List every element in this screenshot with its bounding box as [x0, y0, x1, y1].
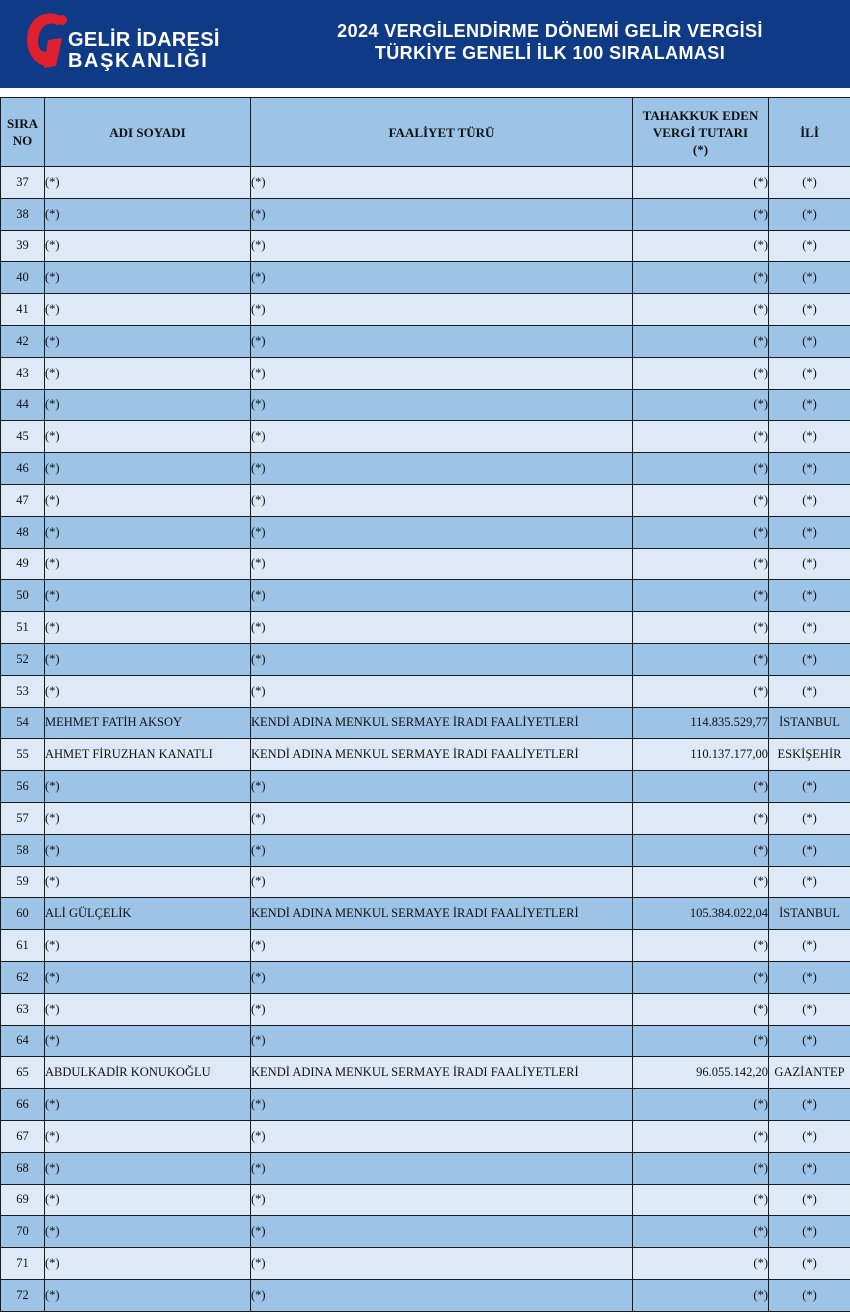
table-row: [1, 739, 850, 771]
cell-no: 64: [1, 1025, 45, 1057]
col-header-tax-line2: VERGİ TUTARI: [652, 124, 749, 140]
cell-activity: (*): [251, 230, 633, 262]
cell-tax: (*): [633, 1279, 769, 1311]
cell-name: (*): [45, 453, 251, 485]
cell-tax: (*): [633, 1248, 769, 1280]
cell-city: (*): [769, 357, 850, 389]
cell-tax: (*): [633, 1025, 769, 1057]
cell-no: 67: [1, 1120, 45, 1152]
cell-city: (*): [769, 1089, 850, 1121]
cell-city: (*): [769, 389, 850, 421]
cell-tax: (*): [633, 230, 769, 262]
table-row: [1, 294, 850, 326]
cell-activity: (*): [251, 866, 633, 898]
cell-no: 62: [1, 961, 45, 993]
cell-no: 70: [1, 1216, 45, 1248]
cell-name: (*): [45, 230, 251, 262]
cell-activity: (*): [251, 1025, 633, 1057]
table-row: [1, 167, 850, 199]
cell-tax: (*): [633, 1152, 769, 1184]
cell-no: 39: [1, 230, 45, 262]
cell-activity: (*): [251, 802, 633, 834]
cell-city: (*): [769, 484, 850, 516]
cell-name: (*): [45, 643, 251, 675]
cell-city: (*): [769, 421, 850, 453]
cell-name: (*): [45, 834, 251, 866]
table-row: [1, 357, 850, 389]
cell-city: (*): [769, 961, 850, 993]
table-row: [1, 1057, 850, 1089]
table-row: [1, 1089, 850, 1121]
cell-tax: (*): [633, 802, 769, 834]
col-header-no: [1, 98, 45, 167]
cell-activity: (*): [251, 1152, 633, 1184]
cell-activity: (*): [251, 1248, 633, 1280]
table-row: [1, 612, 850, 644]
cell-no: 54: [1, 707, 45, 739]
cell-no: 53: [1, 675, 45, 707]
cell-city: (*): [769, 262, 850, 294]
cell-no: 50: [1, 580, 45, 612]
cell-no: 60: [1, 898, 45, 930]
cell-activity: (*): [251, 389, 633, 421]
cell-tax: (*): [633, 612, 769, 644]
ranking-table: [0, 97, 850, 1312]
cell-name: (*): [45, 198, 251, 230]
cell-tax: (*): [633, 834, 769, 866]
cell-no: 52: [1, 643, 45, 675]
table-row: [1, 643, 850, 675]
table-row: [1, 516, 850, 548]
cell-name: (*): [45, 1279, 251, 1311]
table-row: [1, 548, 850, 580]
cell-name: MEHMET FATİH AKSOY: [45, 707, 251, 739]
table-header-row: [1, 98, 850, 167]
cell-activity: (*): [251, 516, 633, 548]
cell-tax: (*): [633, 1089, 769, 1121]
cell-no: 40: [1, 262, 45, 294]
cell-name: (*): [45, 167, 251, 199]
table-row: [1, 834, 850, 866]
cell-tax: (*): [633, 357, 769, 389]
cell-name: (*): [45, 484, 251, 516]
cell-activity: (*): [251, 262, 633, 294]
cell-city: (*): [769, 612, 850, 644]
table-row: [1, 1025, 850, 1057]
cell-city: (*): [769, 230, 850, 262]
cell-name: (*): [45, 802, 251, 834]
cell-no: 49: [1, 548, 45, 580]
col-header-tax: [633, 98, 769, 167]
cell-activity: (*): [251, 993, 633, 1025]
table-row: [1, 389, 850, 421]
cell-city: İSTANBUL: [769, 898, 850, 930]
cell-tax: 110.137.177,00: [633, 739, 769, 771]
cell-tax: (*): [633, 993, 769, 1025]
table-row: [1, 771, 850, 803]
cell-name: (*): [45, 930, 251, 962]
cell-activity: (*): [251, 834, 633, 866]
cell-tax: 105.384.022,04: [633, 898, 769, 930]
col-header-activity: FAALİYET TÜRÜ: [251, 98, 633, 167]
cell-no: 57: [1, 802, 45, 834]
cell-tax: (*): [633, 325, 769, 357]
cell-activity: (*): [251, 1216, 633, 1248]
cell-activity: (*): [251, 643, 633, 675]
table-row: [1, 262, 850, 294]
cell-name: (*): [45, 771, 251, 803]
cell-city: (*): [769, 198, 850, 230]
cell-city: (*): [769, 294, 850, 326]
cell-no: 66: [1, 1089, 45, 1121]
cell-activity: KENDİ ADINA MENKUL SERMAYE İRADI FAALİYETLERİ: [251, 1057, 633, 1089]
cell-activity: (*): [251, 198, 633, 230]
cell-activity: (*): [251, 771, 633, 803]
cell-no: 42: [1, 325, 45, 357]
col-header-no-line1: SIRA: [6, 116, 39, 131]
cell-city: (*): [769, 834, 850, 866]
cell-city: (*): [769, 930, 850, 962]
cell-tax: (*): [633, 930, 769, 962]
table-row: [1, 993, 850, 1025]
cell-city: (*): [769, 1025, 850, 1057]
cell-no: 65: [1, 1057, 45, 1089]
cell-name: (*): [45, 1184, 251, 1216]
cell-no: 55: [1, 739, 45, 771]
cell-city: (*): [769, 1216, 850, 1248]
cell-no: 43: [1, 357, 45, 389]
cell-city: (*): [769, 1184, 850, 1216]
cell-activity: (*): [251, 1120, 633, 1152]
cell-tax: (*): [633, 262, 769, 294]
col-header-no-line2: NO: [12, 133, 33, 148]
cell-tax: (*): [633, 453, 769, 485]
table-row: [1, 930, 850, 962]
cell-no: 48: [1, 516, 45, 548]
table-row: [1, 421, 850, 453]
cell-no: 37: [1, 167, 45, 199]
cell-activity: (*): [251, 930, 633, 962]
table-row: [1, 1216, 850, 1248]
cell-tax: (*): [633, 421, 769, 453]
table-row: [1, 898, 850, 930]
cell-tax: (*): [633, 580, 769, 612]
cell-city: (*): [769, 866, 850, 898]
table-row: [1, 802, 850, 834]
cell-name: (*): [45, 580, 251, 612]
cell-city: GAZİANTEP: [769, 1057, 850, 1089]
cell-name: (*): [45, 866, 251, 898]
cell-no: 71: [1, 1248, 45, 1280]
cell-city: (*): [769, 1279, 850, 1311]
cell-tax: 96.055.142,20: [633, 1057, 769, 1089]
cell-city: (*): [769, 802, 850, 834]
cell-name: (*): [45, 325, 251, 357]
cell-activity: (*): [251, 294, 633, 326]
cell-name: (*): [45, 961, 251, 993]
cell-no: 58: [1, 834, 45, 866]
cell-tax: (*): [633, 643, 769, 675]
table-row: [1, 580, 850, 612]
title-line1: 2024 VERGİLENDİRME DÖNEMİ GELİR VERGİSİ: [337, 21, 763, 41]
cell-name: (*): [45, 262, 251, 294]
table-row: [1, 707, 850, 739]
cell-no: 56: [1, 771, 45, 803]
col-header-name: ADI SOYADI: [45, 98, 251, 167]
cell-name: (*): [45, 993, 251, 1025]
table-row: [1, 1152, 850, 1184]
cell-no: 46: [1, 453, 45, 485]
title-line2: TÜRKİYE GENELİ İLK 100 SIRALAMASI: [374, 43, 726, 63]
cell-activity: (*): [251, 325, 633, 357]
cell-city: (*): [769, 1152, 850, 1184]
cell-activity: (*): [251, 1184, 633, 1216]
table-row: [1, 230, 850, 262]
cell-name: AHMET FİRUZHAN KANATLI: [45, 739, 251, 771]
cell-name: (*): [45, 1152, 251, 1184]
cell-city: (*): [769, 548, 850, 580]
cell-city: (*): [769, 580, 850, 612]
table-row: [1, 1120, 850, 1152]
cell-no: 61: [1, 930, 45, 962]
table-row: [1, 1279, 850, 1311]
cell-activity: (*): [251, 580, 633, 612]
cell-activity: KENDİ ADINA MENKUL SERMAYE İRADI FAALİYETLERİ: [251, 898, 633, 930]
cell-no: 68: [1, 1152, 45, 1184]
cell-city: (*): [769, 643, 850, 675]
cell-tax: (*): [633, 771, 769, 803]
page-header: [0, 0, 850, 88]
cell-activity: (*): [251, 675, 633, 707]
cell-activity: (*): [251, 1279, 633, 1311]
cell-name: ALİ GÜLÇELİK: [45, 898, 251, 930]
cell-tax: (*): [633, 198, 769, 230]
cell-tax: (*): [633, 961, 769, 993]
table-body: [1, 167, 850, 1312]
cell-city: ESKİŞEHİR: [769, 739, 850, 771]
cell-city: (*): [769, 453, 850, 485]
cell-city: (*): [769, 771, 850, 803]
cell-name: (*): [45, 675, 251, 707]
cell-city: (*): [769, 516, 850, 548]
page-title: [250, 20, 850, 64]
cell-city: (*): [769, 675, 850, 707]
logo-line2: BAŞKANLIĞI: [68, 50, 209, 72]
cell-tax: (*): [633, 389, 769, 421]
cell-name: (*): [45, 1089, 251, 1121]
cell-tax: (*): [633, 866, 769, 898]
cell-city: (*): [769, 993, 850, 1025]
table-row: [1, 961, 850, 993]
cell-name: (*): [45, 294, 251, 326]
cell-city: İSTANBUL: [769, 707, 850, 739]
table-row: [1, 453, 850, 485]
cell-no: 51: [1, 612, 45, 644]
cell-activity: (*): [251, 357, 633, 389]
col-header-tax-line1: TAHAKKUK EDEN: [642, 107, 759, 123]
logo: [22, 8, 222, 76]
cell-tax: (*): [633, 1184, 769, 1216]
cell-tax: (*): [633, 167, 769, 199]
cell-activity: (*): [251, 453, 633, 485]
cell-no: 69: [1, 1184, 45, 1216]
cell-activity: (*): [251, 612, 633, 644]
cell-tax: (*): [633, 516, 769, 548]
cell-city: (*): [769, 167, 850, 199]
cell-name: (*): [45, 612, 251, 644]
gib-logo-icon: [24, 10, 68, 70]
table-row: [1, 198, 850, 230]
cell-tax: (*): [633, 1120, 769, 1152]
cell-name: (*): [45, 1120, 251, 1152]
cell-no: 41: [1, 294, 45, 326]
cell-activity: (*): [251, 548, 633, 580]
col-header-city: İLİ: [769, 98, 850, 167]
cell-activity: (*): [251, 1089, 633, 1121]
table-row: [1, 484, 850, 516]
cell-tax: 114.835.529,77: [633, 707, 769, 739]
cell-name: (*): [45, 516, 251, 548]
table-row: [1, 866, 850, 898]
logo-line1: GELİR İDARESİ: [68, 29, 220, 51]
table-row: [1, 325, 850, 357]
cell-name: (*): [45, 548, 251, 580]
cell-no: 45: [1, 421, 45, 453]
cell-tax: (*): [633, 1216, 769, 1248]
cell-no: 47: [1, 484, 45, 516]
cell-tax: (*): [633, 675, 769, 707]
table-row: [1, 1248, 850, 1280]
cell-activity: KENDİ ADINA MENKUL SERMAYE İRADI FAALİYETLERİ: [251, 707, 633, 739]
cell-no: 38: [1, 198, 45, 230]
table-row: [1, 1184, 850, 1216]
cell-name: ABDULKADİR KONUKOĞLU: [45, 1057, 251, 1089]
cell-tax: (*): [633, 548, 769, 580]
cell-name: (*): [45, 1025, 251, 1057]
cell-name: (*): [45, 1248, 251, 1280]
col-header-tax-line3: (*): [692, 141, 709, 157]
cell-activity: (*): [251, 961, 633, 993]
cell-no: 63: [1, 993, 45, 1025]
cell-city: (*): [769, 1120, 850, 1152]
cell-name: (*): [45, 389, 251, 421]
cell-no: 59: [1, 866, 45, 898]
cell-city: (*): [769, 1248, 850, 1280]
cell-no: 44: [1, 389, 45, 421]
cell-name: (*): [45, 357, 251, 389]
cell-activity: KENDİ ADINA MENKUL SERMAYE İRADI FAALİYETLERİ: [251, 739, 633, 771]
cell-name: (*): [45, 1216, 251, 1248]
cell-activity: (*): [251, 167, 633, 199]
cell-tax: (*): [633, 484, 769, 516]
cell-no: 72: [1, 1279, 45, 1311]
cell-activity: (*): [251, 484, 633, 516]
table-row: [1, 675, 850, 707]
cell-city: (*): [769, 325, 850, 357]
cell-activity: (*): [251, 421, 633, 453]
cell-name: (*): [45, 421, 251, 453]
cell-tax: (*): [633, 294, 769, 326]
